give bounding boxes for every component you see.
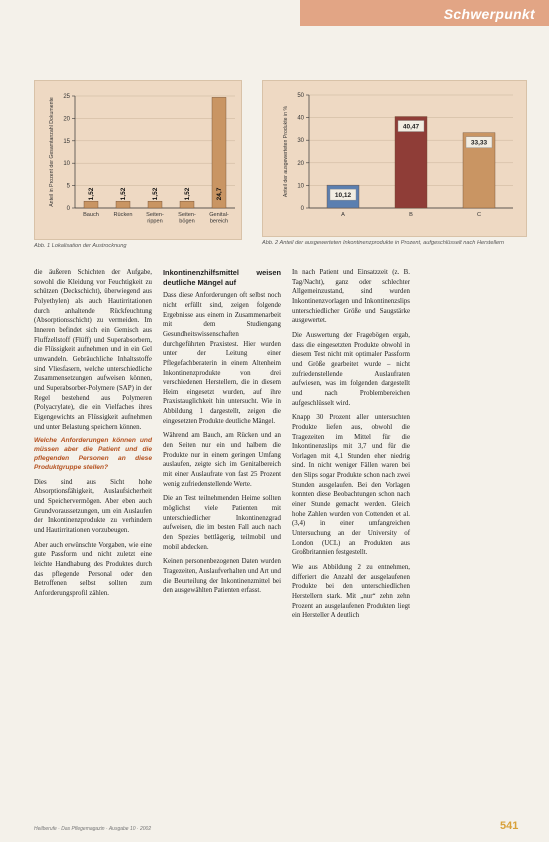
figure-2-chart [263, 81, 526, 236]
y-tick-label: 20 [297, 160, 304, 167]
y-tick-label: 10 [297, 183, 304, 190]
y-axis-label: Anteil in Prozent der Gesamtanzahl Dokumente [49, 97, 55, 207]
data-label: 40,47 [402, 123, 420, 131]
paragraph: Dies sind aus Sicht hohe Absorptionsfähigkeit, Auslaufsicherheit und Speichervermögen. Aber eben auch Grundvoraussetzungen, um ein Auslaufen der Inkontinenzprodukte zu verhindern und Hautirritationen vorzubeugen. [34, 478, 152, 534]
y-tick-label: 30 [297, 138, 304, 145]
paragraph: Knapp 30 Prozent aller untersuchten Produkte liefen aus, obwohl die Tragezeiten im Mittel für die Inkontinenzslips mit 3,7 und für die Vorlagen mit 4,1 Stunden eher niedrig sind. In nicht weniger Fällen waren bei den Slips sogar Produkte schon nach zwei Stunden ausgelaufen. Bei den Vorlagen konnten diese Beobachtungen schon nach einer Stunde gemacht werden. Gleich hohe Zahlen wurden von Cottenden et al. (3,4) in einer umfangreichen Untersuchung an der University of London (UCL) an Produkten aus Großbritannien festgestellt. [292, 414, 410, 557]
y-axis-label: Anteil der ausgewerteten Produkte in % [283, 105, 289, 198]
paragraph: Während am Bauch, am Rücken und an den Seiten nur ein und halbem die Produkte nur in einem geringen Umfang auslaufen, zeigte sich im Genitalbereich mit einer Auslaufrate von fast 25 Prozent wenig zufriedenstellende Werte. [163, 432, 281, 488]
paragraph: Die an Test teilnehmenden Heime sollten möglichst viele Patienten mit unterschiedlicher Inkontinenzgrad aufweisen, die im besten Fall auch nach den Spezies bettlägerig, teilmobil und mobil abdecken. [163, 495, 281, 551]
paragraph: Aber auch erwünschte Vorgaben, wie eine gute Passform und nicht zuletzt eine leichte Handhabung des Produktes durch das pflegende Personal oder den Betroffenen selbst sollten zum Anforderungsprofil zählen. [34, 541, 152, 597]
x-tick-label: A [341, 212, 345, 218]
figure-1-chart [35, 81, 241, 239]
y-tick-label: 5 [66, 183, 70, 190]
footer-source: Heilberufe · Das Pflegemagazin · Ausgabe 10 · 2002 [34, 826, 152, 832]
y-tick-label: 25 [63, 94, 70, 100]
bar [180, 201, 194, 208]
paragraph: Keinen personenbezogenen Daten wurden Tragezeiten, Auslaufverhalten und Art und die Beurteilung der Inkontinenzmittel bei den ausgewählten Patienten erfasst. [163, 558, 281, 595]
x-tick-label: Bauch [83, 212, 99, 218]
paragraph: Die Auswertung der Fragebögen ergab, dass die eingesetzten Produkte obwohl in diesem Test nicht mit optimaler Passform und Größe gearbeitet wurde – nicht zufriedenstellende Auslaufraten aufwiesen, was im folgenden dargestellt und nach Problembereichen aufgeschlüsselt wird. [292, 331, 410, 407]
data-label: 1,52 [184, 187, 191, 201]
x-tick-label: Seiten- [146, 212, 164, 218]
paragraph: In nach Patient und Einsatzzeit (z. B. Tag/Nacht), ganz oder schlechter Allgemeinzustand, sind wurden Inkontinenzvorlagen und Inkontinenzslips unterschiedlicher Größe und Saugstärke ausgewertet. [292, 269, 410, 325]
x-tick-label: Genital- [209, 212, 229, 218]
y-tick-label: 15 [63, 138, 70, 145]
y-tick-label: 10 [63, 161, 70, 168]
y-tick-label: 20 [63, 116, 70, 123]
subheading: Inkontinenzhilfsmittel weisen deutliche Mängel auf [163, 268, 281, 287]
bar [84, 201, 98, 208]
figure-2-panel [262, 80, 527, 237]
paragraph: Wie aus Abbildung 2 zu entnehmen, differiert die Anzahl der ausgelaufenen Produkte bei den unterschiedlichen Herstellern stark. Mit „nur“ zehn zehn Prozent an ausgelaufenen Produkten liegt ein Hersteller A deutlich [292, 564, 410, 620]
figure-1-caption: Abb. 1 Lokalisation der Austrocknung [34, 243, 127, 249]
y-tick-label: 0 [300, 206, 304, 212]
y-tick-label: 0 [66, 206, 70, 212]
figure-1-panel [34, 80, 242, 240]
bar [148, 201, 162, 208]
figure-2-caption: Abb. 2 Anteil der ausgewerteten Inkontinenzprodukte in Prozent, aufgeschlüsselt nach Herstellern [262, 240, 505, 246]
data-label: 1,52 [152, 187, 159, 201]
bar [116, 201, 130, 208]
x-tick-label: B [409, 212, 413, 218]
page-number: 541 [500, 820, 519, 832]
x-tick-label: bereich [209, 218, 229, 225]
text-column-1 [34, 268, 152, 604]
data-label: 1,52 [88, 187, 95, 201]
x-tick-label: Rücken [113, 212, 133, 218]
data-label: 24,7 [216, 187, 223, 201]
x-tick-label: C [476, 212, 482, 218]
y-tick-label: 50 [297, 93, 304, 99]
data-label: 1,52 [120, 187, 127, 201]
section-header-bar [300, 0, 549, 26]
paragraph: die äußeren Schichten der Aufgabe, sowohl die Kleidung vor Feuchtigkeit zu schützen (Deckschicht), überwiegend aus Polyethylen) als auch Hautirritationen durch anhaltende Rückfeuchtung (Absorptionsschicht) zu vermeiden. Im Inneren befindet sich ein Gemisch aus Fluffzellstoff (Flüff) und Superabsorbern, die Flüssigkeit aufnehmen und in ein Gel umwandeln. Gebräuchliche Inhaltsstoffe sind Vliesfasern, welche unterschiedliche Zusammensetzungen aufweisen können, und Superabsorber-Polymere (SAP) in der Regel bestehend aus Polymeren (Polyacrylate), die ein Vielfaches ihres Eigengewichts an Flüssigkeit aufnehmen und unter Belastung speichern können. [34, 269, 152, 431]
x-tick-label: bögen [179, 218, 195, 225]
data-label: 10,12 [334, 192, 352, 200]
data-label: 33,33 [470, 139, 488, 147]
text-column-3 [292, 268, 410, 626]
y-tick-label: 40 [297, 115, 304, 122]
x-tick-label: Seiten- [178, 212, 196, 218]
highlight-question: Welche Anforderungen können und müssen aber die Patient und die pflegenden Personen an diese Produktgruppe stellen? [34, 437, 152, 471]
x-tick-label: rippen [147, 218, 163, 225]
paragraph: Dass diese Anforderungen oft selbst noch nicht erfüllt sind, zeigen folgende Ergebnisse aus einem in Zusammenarbeit mit dem Studiengang Gesundheitswissenschaften durchgeführten Praxistest. Hier wurden unter der Leitung einer Pflegefachberaterin in einem Altenheim Inkontinenzprodukte von drei verschiedenen Herstellern, die in diesem Heim eingesetzt wurden, auf ihre Praxistauglichkeit hin untersucht. Wie in Abbildung 1 dargestellt, zeigen die eingesetzten Produkte deutliche Mängel. [163, 292, 281, 425]
section-title: Schwerpunkt [443, 6, 535, 22]
text-column-2 [163, 268, 281, 601]
